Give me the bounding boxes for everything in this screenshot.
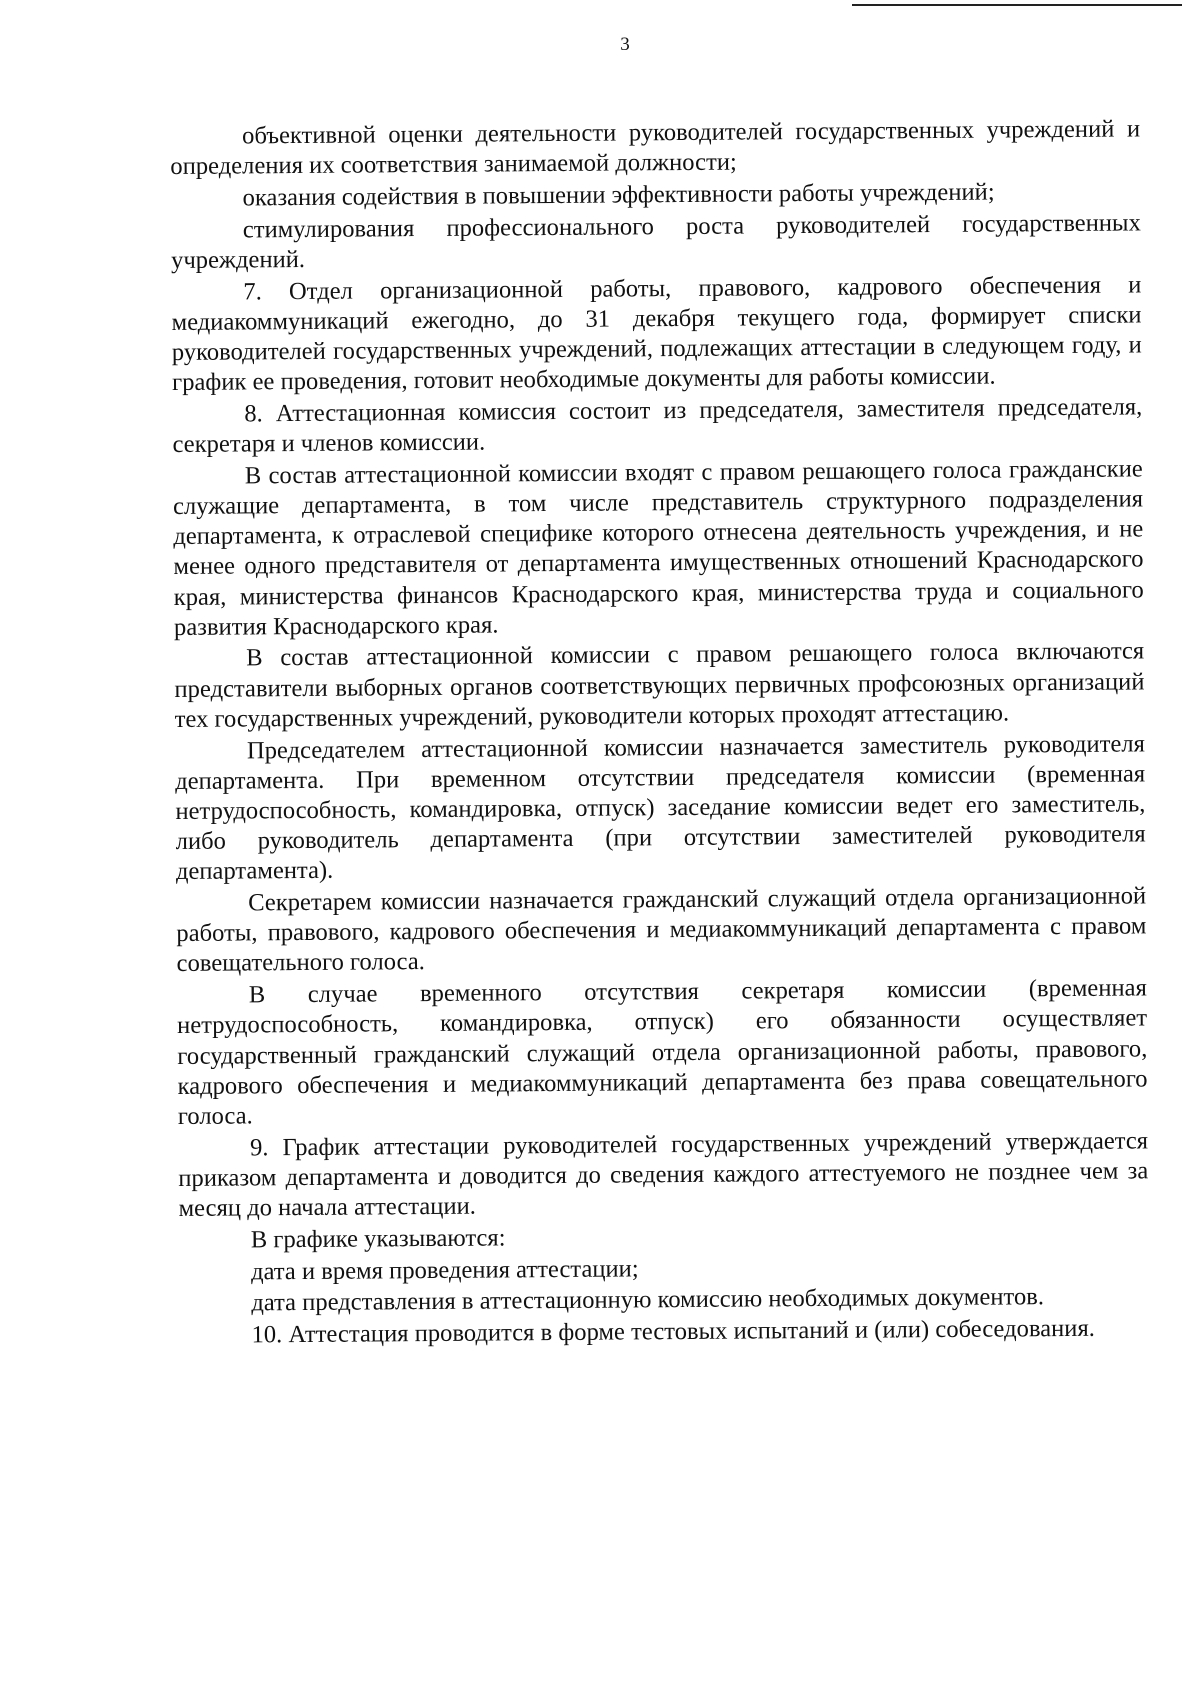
document-body [170,114,1150,1352]
paragraph: В состав аттестационной комиссии входят с правом решающего голоса гражданские служащие департамента, в том числе представитель структурного подразделения департамента, к отраслевой специфике которого отнесена деятельность учреждения, и не менее одного представителя от департамента имущественных отношений Краснодарского края, министерства финансов Краснодарского края, министерства труда и социального развития Краснодарского края. [172,455,1144,641]
page-number: 3 [620,34,630,55]
paragraph: дата представления в аттестационную комиссию необходимых документов. [251,1283,1045,1317]
paragraph: Секретарем комиссии назначается гражданский служащий отдела организационной работы, правового, кадрового обеспечения и медиакоммуникаций департамента с правом совещательного голоса. [176,882,1147,978]
paragraph: оказания содействия в повышении эффективности работы учреждений; [242,178,995,212]
paragraph-item-7: 7. Отдел организационной работы, правового, кадрового обеспечения и медиакоммуникаций ежегодно, до 31 декабря текущего года, формирует списки руководителей государственных учреждений, подлежащих аттестации в следующем году, и график ее проведения, готовит необходимые документы для работы комиссии. [171,270,1142,397]
paragraph: объективной оценки деятельности руководителей государственных учреждений и определения их соответствия занимаемой должности; [170,115,1141,181]
paragraph-item-8: 8. Аттестационная комиссия состоит из председателя, заместителя председателя, секретаря и членов комиссии. [172,393,1143,459]
paragraph: В графике указываются: [250,1224,506,1254]
top-rule-line [852,4,1182,6]
paragraph: Председателем аттестационной комиссии назначается заместитель руководителя департамента. При временном отсутствии председателя комиссии (временная нетрудоспособность, командировка, отпуск) заседание комиссии ведет его заместитель, либо руководитель департамента (при отсутствии заместителей руководителя департамента). [175,729,1146,886]
paragraph: В случае временного отсутствия секретаря комиссии (временная нетрудоспособность, командировка, отпуск) его обязанности осуществляет государственный гражданский служащий отдела организационной работы, правового, кадрового обеспечения и медиакоммуникаций департамента без права совещательного голоса. [176,974,1148,1130]
paragraph: В состав аттестационной комиссии с правом решающего голоса включаются представители выборных органов соответствующих первичных профсоюзных организаций тех государственных учреждений, руководители которых проходят аттестацию. [174,637,1145,733]
paragraph: дата и время проведения аттестации; [250,1254,639,1285]
paragraph: стимулирования профессионального роста руководителей государственных учреждений. [170,208,1141,274]
paragraph-item-9: 9. График аттестации руководителей государственных учреждений утверждается приказом департамента и доводится до сведения каждого аттестуемого не позднее чем за месяц до начала аттестации. [178,1127,1149,1223]
paragraph-item-10: 10. Аттестация проводится в форме тестовых испытаний и (или) собеседования. [251,1314,1095,1349]
